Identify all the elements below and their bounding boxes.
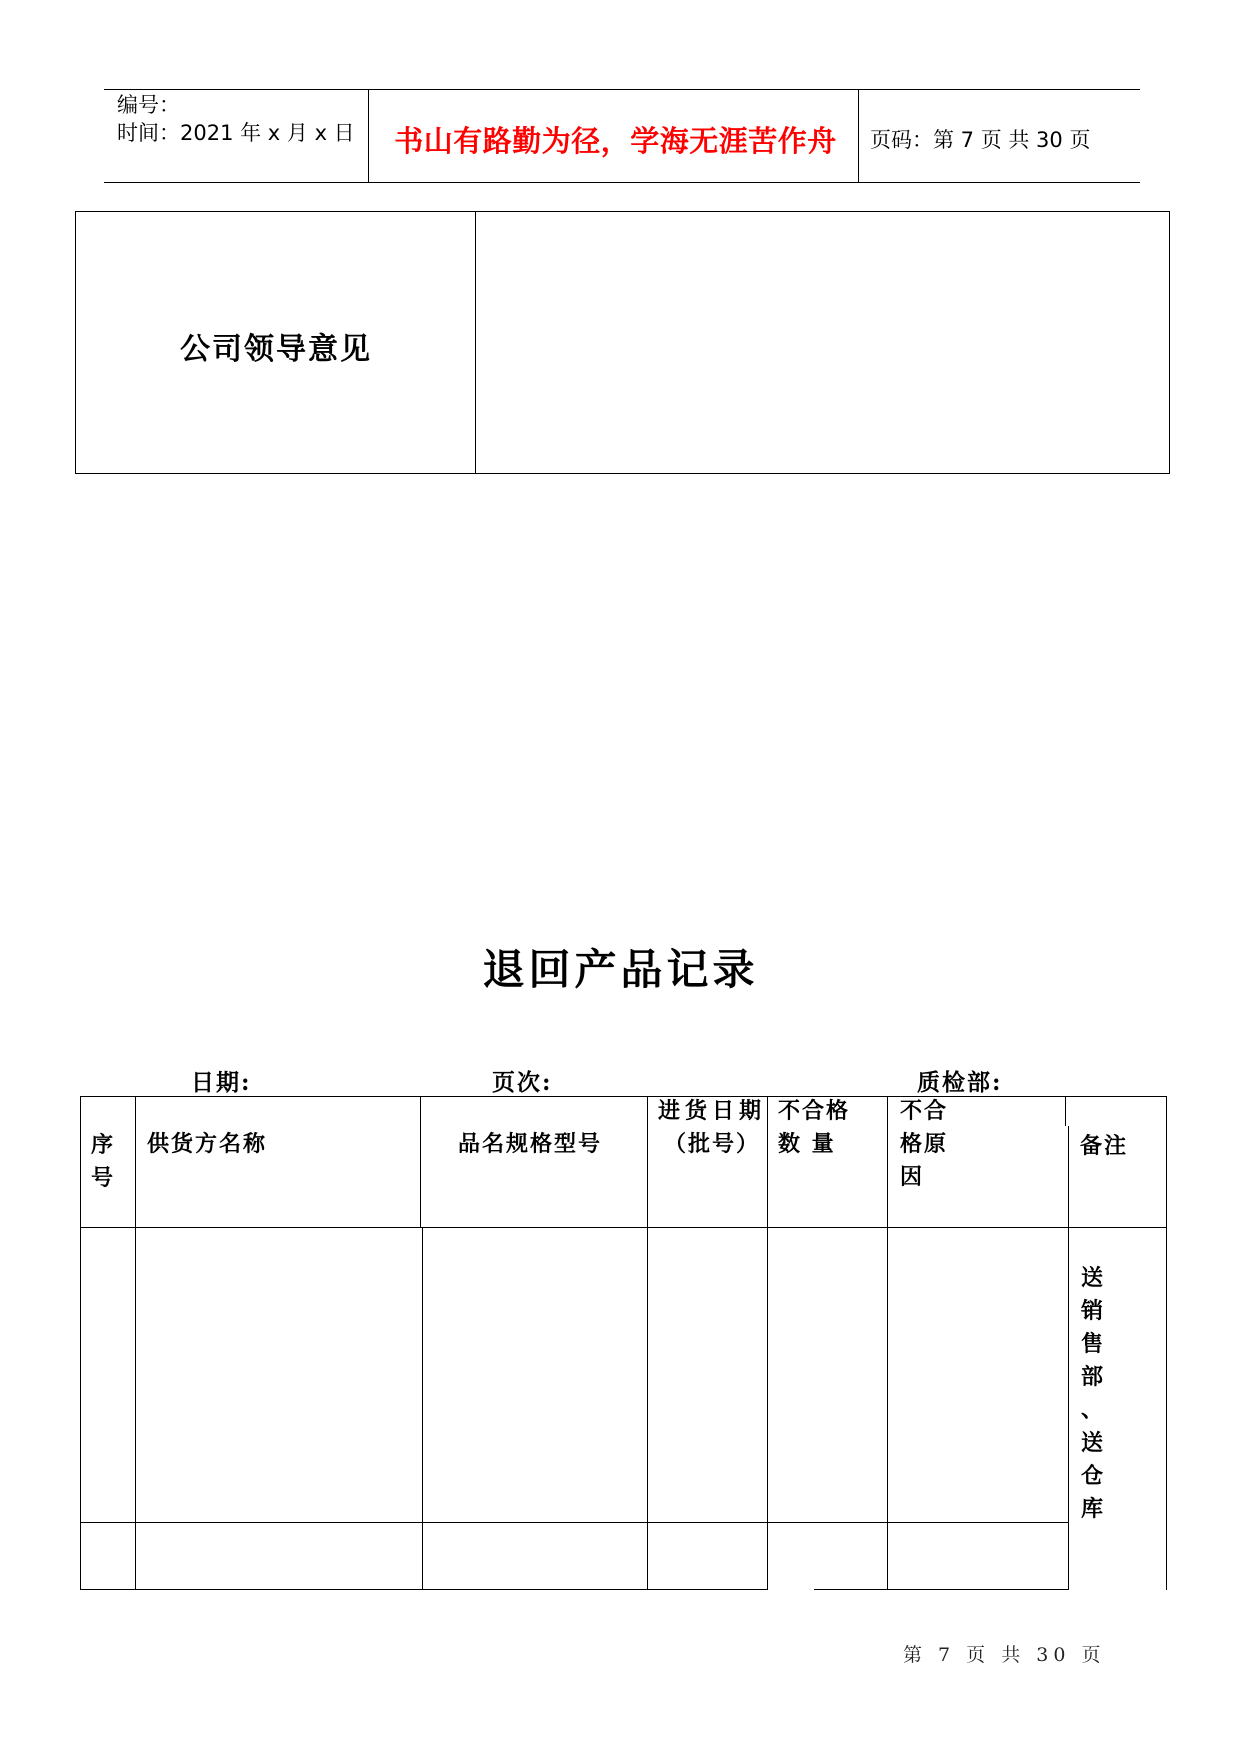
table-row1-rule	[80, 1522, 1068, 1523]
header-reason-line2: 格原	[900, 1131, 949, 1157]
remarks-note-char: 部	[1080, 1364, 1103, 1390]
header-supplier: 供货方名称	[147, 1131, 268, 1157]
cell-seq[interactable]	[83, 1525, 133, 1587]
table-col-3	[647, 1096, 648, 1590]
date-label: 日期:	[191, 1069, 252, 1096]
serial-number-label: 编号：	[117, 93, 180, 117]
cell-receipt-date[interactable]	[650, 1230, 765, 1520]
header-seq	[89, 1129, 115, 1195]
header-remarks: 备注	[1080, 1133, 1129, 1159]
header-batch-number: （批号）	[664, 1131, 761, 1157]
cell-seq[interactable]	[83, 1230, 133, 1520]
leader-opinion-field[interactable]	[480, 215, 1160, 465]
header-receipt-date: 进货日期	[658, 1098, 767, 1124]
table-header-rule	[80, 1227, 1167, 1228]
header-page-code: 页码：第 7 页 共 30 页	[870, 128, 1091, 152]
header-seq-char-2: 号	[90, 1165, 113, 1191]
table-bottom-rule-left	[80, 1589, 768, 1590]
table-col-2-head	[420, 1096, 421, 1227]
header-product: 品名规格型号	[458, 1131, 603, 1157]
header-divider-left	[368, 89, 369, 182]
remarks-note-char: 送	[1080, 1430, 1103, 1456]
table-col-2	[422, 1227, 423, 1590]
table-col-5	[887, 1096, 888, 1590]
cell-receipt-date[interactable]	[650, 1525, 765, 1587]
page-footer: 第 7 页 共 30 页	[903, 1644, 1106, 1666]
header-reason-line1: 不合	[900, 1098, 949, 1124]
table-bottom-rule-right	[814, 1589, 1068, 1590]
header-nonconforming: 不合格	[778, 1098, 851, 1124]
cell-product[interactable]	[425, 1525, 645, 1587]
remarks-note	[1079, 1262, 1105, 1526]
table-col-1	[135, 1096, 136, 1590]
table-col-7	[1166, 1096, 1167, 1590]
header-top-rule	[104, 89, 1140, 90]
cell-supplier[interactable]	[138, 1230, 418, 1520]
remarks-note-char: 售	[1080, 1331, 1103, 1357]
header-reason-line3: 因	[900, 1164, 925, 1190]
table-top-rule	[80, 1096, 1167, 1097]
remarks-note-char: 仓	[1080, 1463, 1103, 1489]
header-divider-right	[858, 89, 859, 182]
leader-opinion-divider	[475, 211, 476, 474]
table-col-6-stub	[1065, 1096, 1066, 1126]
cell-quantity[interactable]	[770, 1230, 885, 1520]
remarks-note-char: 销	[1080, 1298, 1103, 1324]
qc-department-label: 质检部:	[917, 1069, 1003, 1096]
table-col-0	[80, 1096, 81, 1590]
cell-quantity[interactable]	[770, 1525, 885, 1587]
page-number-label: 页次:	[492, 1069, 553, 1096]
cell-reason[interactable]	[890, 1230, 1065, 1520]
remarks-note-char: 送	[1080, 1265, 1103, 1291]
header-motto: 书山有路勤为径，学海无涯苦作舟	[394, 124, 837, 158]
cell-product[interactable]	[425, 1230, 645, 1520]
cell-supplier[interactable]	[138, 1525, 418, 1587]
leader-opinion-label: 公司领导意见	[180, 332, 372, 367]
header-seq-char-1: 序	[90, 1132, 113, 1158]
time-label: 时间：2021 年 x 月 x 日	[117, 121, 355, 145]
header-quantity: 数 量	[778, 1131, 836, 1157]
remarks-note-char: 、	[1080, 1397, 1103, 1423]
document-title: 退回产品记录	[482, 945, 759, 994]
remarks-note-char: 库	[1080, 1496, 1103, 1522]
table-col-4	[767, 1096, 768, 1590]
cell-reason[interactable]	[890, 1525, 1065, 1587]
table-col-6	[1068, 1126, 1069, 1590]
header-bottom-rule	[104, 182, 1140, 183]
